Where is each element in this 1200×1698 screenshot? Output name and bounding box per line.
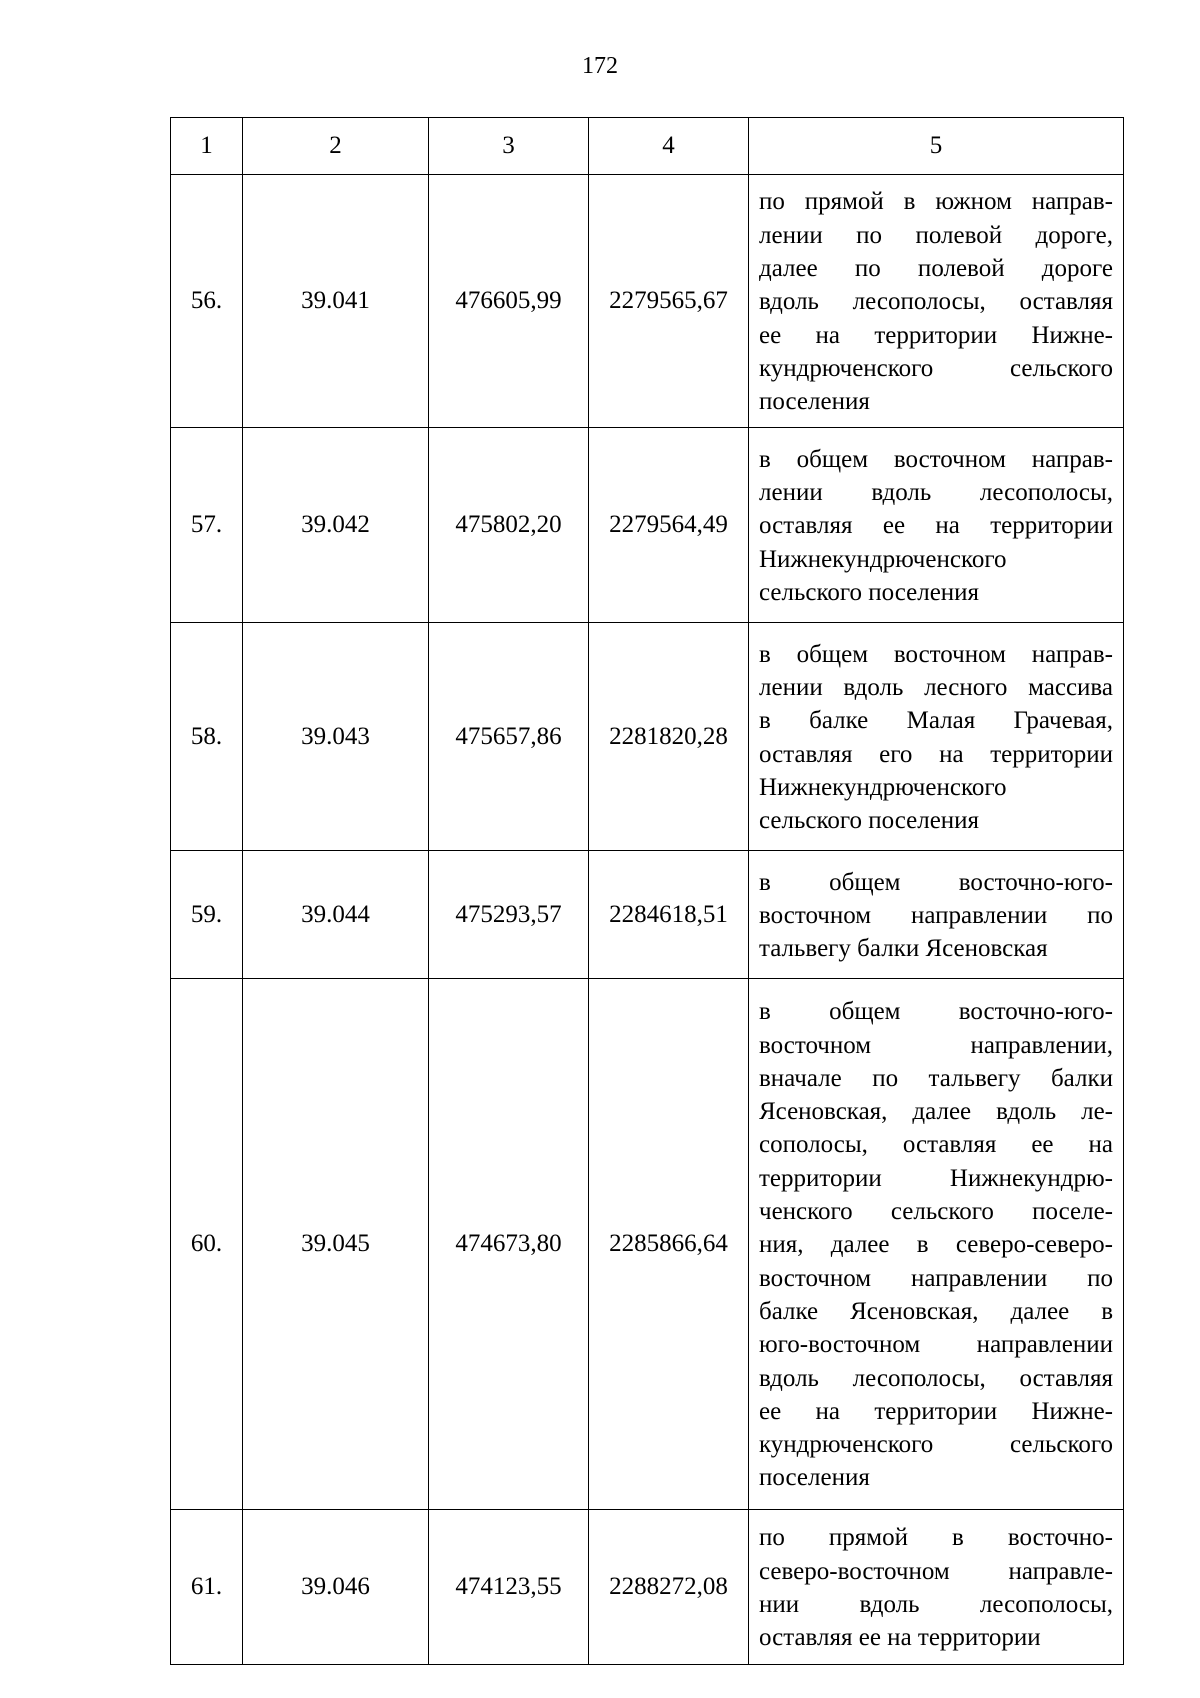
description-line: кундрюченского сельского [759,354,1113,382]
boundary-description [749,851,1124,979]
boundary-description [749,623,1124,851]
coordinate-y: 2288272,08 [589,1510,749,1665]
row-number: 60. [171,979,243,1510]
row-number: 56. [171,175,243,428]
column-header-1: 1 [171,118,243,175]
coordinate-x: 476605,99 [429,175,589,428]
row-number: 61. [171,1510,243,1665]
description-line: вдоль лесополосы, оставляя [759,1364,1113,1392]
coordinate-y: 2284618,51 [589,851,749,979]
description-line: восточном направлении, [759,1031,1113,1059]
coordinate-x: 475657,86 [429,623,589,851]
description-line: территории Нижнекундрю- [759,1164,1113,1192]
boundary-table [170,117,1124,1665]
coordinate-x: 475802,20 [429,428,589,623]
point-code: 39.046 [243,1510,429,1665]
boundary-description [749,1510,1124,1665]
table-row [171,175,1124,428]
description-line: нии вдоль лесополосы, [759,1591,1113,1618]
description-line: по прямой в восточно- [759,1524,1113,1552]
row-number: 57. [171,428,243,623]
description-line: юго-восточном направлении [759,1331,1113,1359]
description-line: Нижнекундрюченского [759,545,1007,573]
table-row [171,979,1124,1510]
coordinate-x: 474123,55 [429,1510,589,1665]
description-line: в балке Малая Грачевая, [759,707,1113,735]
boundary-description [749,428,1124,623]
coordinate-x: 474673,80 [429,979,589,1510]
coordinate-y: 2279564,49 [589,428,749,623]
description-line: сельского поселения [759,578,980,606]
column-header-3: 3 [429,118,589,175]
description-line: лении вдоль лесного массива [759,673,1113,701]
point-code: 39.043 [243,623,429,851]
page-number: 172 [582,53,618,79]
description-line: в общем восточно-юго- [759,998,1113,1026]
description-line: ее на территории Нижне- [759,321,1113,349]
row-number: 59. [171,851,243,979]
description-line: восточном направлении по [759,901,1113,929]
point-code: 39.045 [243,979,429,1510]
description-line: ния, далее в северо-северо- [759,1231,1113,1259]
point-code: 39.041 [243,175,429,428]
description-line: поселения [759,1464,870,1492]
table-row [171,851,1124,979]
table-row [171,428,1124,623]
row-number: 58. [171,623,243,851]
column-header-5: 5 [749,118,1124,175]
boundary-description [749,979,1124,1510]
description-line: восточном направлении по [759,1264,1113,1292]
coordinate-y: 2279565,67 [589,175,749,428]
table-row [171,623,1124,851]
description-line: далее по полевой дороге [759,255,1113,283]
table-header-row [171,118,1124,175]
description-line: вначале по тальвегу балки [759,1064,1113,1092]
point-code: 39.042 [243,428,429,623]
description-line: лении по полевой дороге, [759,221,1113,249]
description-line: оставляя его на территории [759,740,1113,768]
column-header-4: 4 [589,118,749,175]
description-line: оставляя ее на территории [759,512,1113,540]
boundary-description [749,175,1124,428]
point-code: 39.044 [243,851,429,979]
coordinate-y: 2281820,28 [589,623,749,851]
description-line: сельского поселения [759,807,980,835]
column-header-2: 2 [243,118,429,175]
description-line: в общем восточно-юго- [759,868,1113,896]
table-row [171,1510,1124,1665]
description-line: сополосы, оставляя ее на [759,1131,1113,1159]
description-line: ее на территории Нижне- [759,1397,1113,1425]
description-line: Нижнекундрюченского [759,773,1007,801]
description-line: поселения [759,388,870,416]
coordinate-y: 2285866,64 [589,979,749,1510]
description-line: балке Ясеновская, далее в [759,1297,1113,1325]
description-line: северо-восточном направле- [759,1557,1113,1585]
description-line: вдоль лесополосы, оставляя [759,288,1113,316]
description-line: лении вдоль лесополосы, [759,479,1113,507]
description-line: оставляя ее на территории [759,1624,1041,1652]
description-line: ченского сельского поселе- [759,1198,1113,1226]
description-line: по прямой в южном направ- [759,188,1113,216]
description-line: тальвегу балки Ясеновская [759,935,1048,963]
coordinate-x: 475293,57 [429,851,589,979]
description-line: в общем восточном направ- [759,445,1113,473]
description-line: Ясеновская, далее вдоль ле- [759,1098,1113,1126]
description-line: кундрюченского сельского [759,1431,1113,1459]
description-line: в общем восточном направ- [759,640,1113,668]
